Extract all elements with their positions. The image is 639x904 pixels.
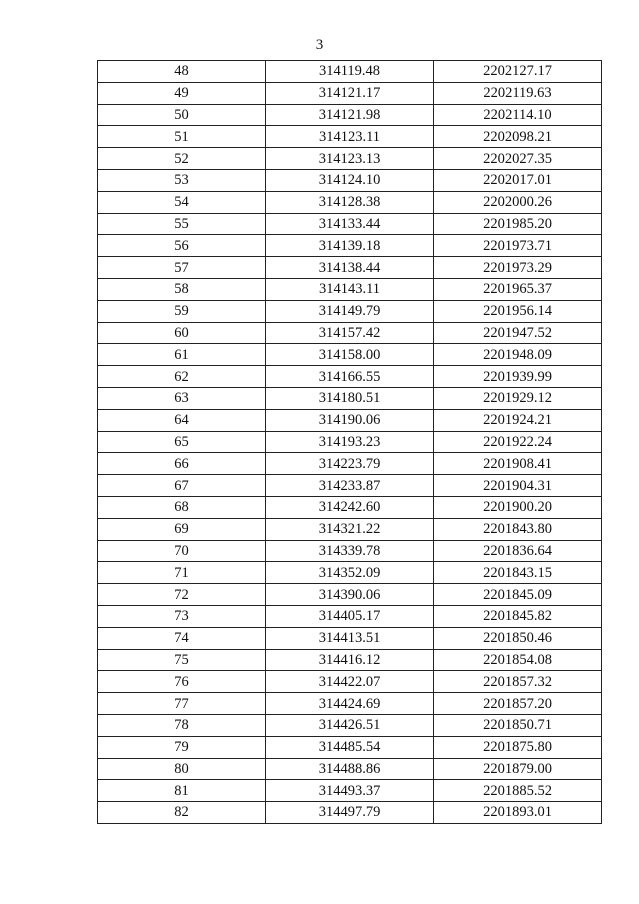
x-coordinate-cell: 314180.51 — [266, 387, 434, 409]
y-coordinate-cell: 2202027.35 — [434, 148, 602, 170]
table-row — [98, 344, 602, 366]
x-coordinate-cell: 314242.60 — [266, 496, 434, 518]
table-row — [98, 431, 602, 453]
y-coordinate-cell: 2202098.21 — [434, 126, 602, 148]
y-coordinate-cell: 2201929.12 — [434, 387, 602, 409]
point-number-cell: 53 — [98, 169, 266, 191]
point-number-cell: 75 — [98, 649, 266, 671]
point-number-cell: 80 — [98, 758, 266, 780]
x-coordinate-cell: 314119.48 — [266, 61, 434, 83]
x-coordinate-cell: 314405.17 — [266, 605, 434, 627]
y-coordinate-cell: 2201948.09 — [434, 344, 602, 366]
y-coordinate-cell: 2202127.17 — [434, 61, 602, 83]
point-number-cell: 69 — [98, 518, 266, 540]
point-number-cell: 68 — [98, 496, 266, 518]
x-coordinate-cell: 314488.86 — [266, 758, 434, 780]
point-number-cell: 77 — [98, 693, 266, 715]
point-number-cell: 57 — [98, 257, 266, 279]
y-coordinate-cell: 2201879.00 — [434, 758, 602, 780]
y-coordinate-cell: 2201857.20 — [434, 693, 602, 715]
x-coordinate-cell: 314157.42 — [266, 322, 434, 344]
y-coordinate-cell: 2202000.26 — [434, 191, 602, 213]
table-row — [98, 562, 602, 584]
x-coordinate-cell: 314143.11 — [266, 278, 434, 300]
x-coordinate-cell: 314123.13 — [266, 148, 434, 170]
x-coordinate-cell: 314352.09 — [266, 562, 434, 584]
x-coordinate-cell: 314416.12 — [266, 649, 434, 671]
x-coordinate-cell: 314121.98 — [266, 104, 434, 126]
table-row — [98, 300, 602, 322]
y-coordinate-cell: 2201900.20 — [434, 496, 602, 518]
y-coordinate-cell: 2201904.31 — [434, 475, 602, 497]
x-coordinate-cell: 314493.37 — [266, 780, 434, 802]
x-coordinate-cell: 314190.06 — [266, 409, 434, 431]
table-row — [98, 191, 602, 213]
point-number-cell: 52 — [98, 148, 266, 170]
table-row — [98, 409, 602, 431]
table-row — [98, 780, 602, 802]
table-row — [98, 649, 602, 671]
y-coordinate-cell: 2201965.37 — [434, 278, 602, 300]
x-coordinate-cell: 314422.07 — [266, 671, 434, 693]
point-number-cell: 60 — [98, 322, 266, 344]
y-coordinate-cell: 2202017.01 — [434, 169, 602, 191]
x-coordinate-cell: 314166.55 — [266, 366, 434, 388]
table-row — [98, 475, 602, 497]
x-coordinate-cell: 314223.79 — [266, 453, 434, 475]
x-coordinate-cell: 314424.69 — [266, 693, 434, 715]
table-row — [98, 758, 602, 780]
x-coordinate-cell: 314233.87 — [266, 475, 434, 497]
table-row — [98, 82, 602, 104]
point-number-cell: 66 — [98, 453, 266, 475]
point-number-cell: 51 — [98, 126, 266, 148]
y-coordinate-cell: 2201908.41 — [434, 453, 602, 475]
table-row — [98, 235, 602, 257]
x-coordinate-cell: 314390.06 — [266, 584, 434, 606]
y-coordinate-cell: 2201845.82 — [434, 605, 602, 627]
table-row — [98, 213, 602, 235]
point-number-cell: 73 — [98, 605, 266, 627]
y-coordinate-cell: 2201893.01 — [434, 802, 602, 824]
table-row — [98, 736, 602, 758]
y-coordinate-cell: 2201885.52 — [434, 780, 602, 802]
point-number-cell: 48 — [98, 61, 266, 83]
table-row — [98, 169, 602, 191]
point-number-cell: 79 — [98, 736, 266, 758]
table-row — [98, 322, 602, 344]
point-number-cell: 72 — [98, 584, 266, 606]
x-coordinate-cell: 314138.44 — [266, 257, 434, 279]
table-row — [98, 496, 602, 518]
point-number-cell: 50 — [98, 104, 266, 126]
y-coordinate-cell: 2201922.24 — [434, 431, 602, 453]
x-coordinate-cell: 314321.22 — [266, 518, 434, 540]
table-row — [98, 278, 602, 300]
point-number-cell: 65 — [98, 431, 266, 453]
point-number-cell: 59 — [98, 300, 266, 322]
x-coordinate-cell: 314121.17 — [266, 82, 434, 104]
y-coordinate-cell: 2202114.10 — [434, 104, 602, 126]
table-row — [98, 453, 602, 475]
point-number-cell: 74 — [98, 627, 266, 649]
y-coordinate-cell: 2201850.71 — [434, 714, 602, 736]
point-number-cell: 82 — [98, 802, 266, 824]
y-coordinate-cell: 2201939.99 — [434, 366, 602, 388]
y-coordinate-cell: 2201836.64 — [434, 540, 602, 562]
y-coordinate-cell: 2201947.52 — [434, 322, 602, 344]
x-coordinate-cell: 314497.79 — [266, 802, 434, 824]
table-row — [98, 584, 602, 606]
point-number-cell: 78 — [98, 714, 266, 736]
x-coordinate-cell: 314193.23 — [266, 431, 434, 453]
table-row — [98, 671, 602, 693]
y-coordinate-cell: 2202119.63 — [434, 82, 602, 104]
table-row — [98, 148, 602, 170]
table-row — [98, 104, 602, 126]
table-row — [98, 540, 602, 562]
x-coordinate-cell: 314149.79 — [266, 300, 434, 322]
table-row — [98, 126, 602, 148]
x-coordinate-cell: 314339.78 — [266, 540, 434, 562]
table-row — [98, 714, 602, 736]
point-number-cell: 71 — [98, 562, 266, 584]
y-coordinate-cell: 2201973.71 — [434, 235, 602, 257]
table-row — [98, 366, 602, 388]
x-coordinate-cell: 314139.18 — [266, 235, 434, 257]
point-number-cell: 55 — [98, 213, 266, 235]
y-coordinate-cell: 2201924.21 — [434, 409, 602, 431]
y-coordinate-cell: 2201973.29 — [434, 257, 602, 279]
y-coordinate-cell: 2201985.20 — [434, 213, 602, 235]
x-coordinate-cell: 314413.51 — [266, 627, 434, 649]
table-row — [98, 387, 602, 409]
y-coordinate-cell: 2201843.15 — [434, 562, 602, 584]
point-number-cell: 62 — [98, 366, 266, 388]
page-number: 3 — [315, 37, 324, 53]
y-coordinate-cell: 2201857.32 — [434, 671, 602, 693]
coordinates-table — [97, 60, 602, 824]
x-coordinate-cell: 314158.00 — [266, 344, 434, 366]
point-number-cell: 63 — [98, 387, 266, 409]
table-row — [98, 693, 602, 715]
point-number-cell: 54 — [98, 191, 266, 213]
y-coordinate-cell: 2201956.14 — [434, 300, 602, 322]
table-row — [98, 627, 602, 649]
y-coordinate-cell: 2201875.80 — [434, 736, 602, 758]
x-coordinate-cell: 314426.51 — [266, 714, 434, 736]
coordinates-table-body — [98, 61, 602, 824]
x-coordinate-cell: 314123.11 — [266, 126, 434, 148]
table-row — [98, 61, 602, 83]
point-number-cell: 76 — [98, 671, 266, 693]
table-row — [98, 802, 602, 824]
point-number-cell: 61 — [98, 344, 266, 366]
table-row — [98, 518, 602, 540]
x-coordinate-cell: 314485.54 — [266, 736, 434, 758]
y-coordinate-cell: 2201843.80 — [434, 518, 602, 540]
point-number-cell: 56 — [98, 235, 266, 257]
x-coordinate-cell: 314128.38 — [266, 191, 434, 213]
x-coordinate-cell: 314133.44 — [266, 213, 434, 235]
y-coordinate-cell: 2201854.08 — [434, 649, 602, 671]
y-coordinate-cell: 2201850.46 — [434, 627, 602, 649]
y-coordinate-cell: 2201845.09 — [434, 584, 602, 606]
point-number-cell: 49 — [98, 82, 266, 104]
point-number-cell: 81 — [98, 780, 266, 802]
table-row — [98, 257, 602, 279]
point-number-cell: 70 — [98, 540, 266, 562]
point-number-cell: 58 — [98, 278, 266, 300]
table-row — [98, 605, 602, 627]
point-number-cell: 64 — [98, 409, 266, 431]
x-coordinate-cell: 314124.10 — [266, 169, 434, 191]
point-number-cell: 67 — [98, 475, 266, 497]
